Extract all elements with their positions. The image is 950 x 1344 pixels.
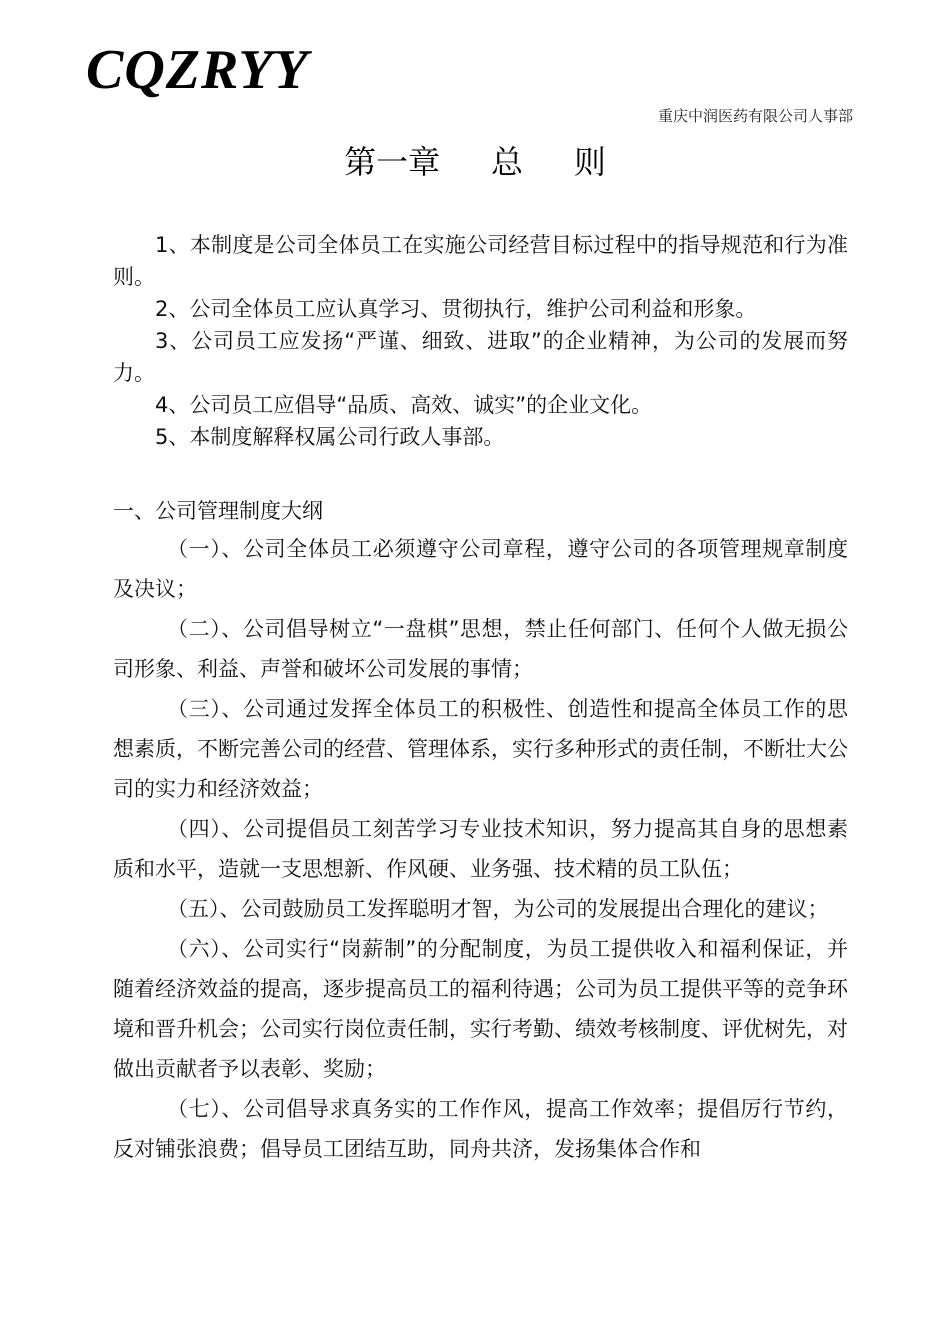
outline-clause: （六）、公司实行“岗薪制”的分配制度，为员工提供收入和福利保证，并随着经济效益的提高，逐步提高员工的福利待遇；公司为员工提供平等的竞争环境和晋升机会；公司实行岗位责任制，实行考勤、绩效考核制度、评优树先，对做出贡献者予以表彰、奖励；: [113, 937, 848, 1081]
outline-clause: （四）、公司提倡员工刻苦学习专业技术知识，努力提高其自身的思想素质和水平，造就一支思想新、作风硬、业务强、技术精的员工队伍；: [113, 817, 848, 881]
outline-clause: （三）、公司通过发挥全体员工的积极性、创造性和提高全体员工作的思想素质，不断完善公司的经营、管理体系，实行多种形式的责任制，不断壮大公司的实力和经济效益；: [113, 697, 848, 801]
intro-section: [113, 229, 848, 453]
management-outline-section: [113, 493, 848, 1169]
outline-clause: （七）、公司倡导求真务实的工作作风，提高工作效率；提倡厉行节约，反对铺张浪费；倡导员工团结互助，同舟共济，发扬集体合作和: [113, 1097, 848, 1161]
outline-clause: （五）、公司鼓励员工发挥聪明才智，为公司的发展提出合理化的建议；: [167, 897, 829, 921]
company-logo: CQZRYY: [86, 39, 309, 101]
intro-item: 1、本制度是公司全体员工在实施公司经营目标过程中的指导规范和行为准则。: [113, 233, 848, 289]
intro-item: 4、公司员工应倡导“品质、高效、诚实”的企业文化。: [155, 393, 653, 417]
chapter-title: 第一章 总 则: [344, 143, 606, 181]
outline-clause: （一）、公司全体员工必须遵守公司章程，遵守公司的各项管理规章制度及决议；: [113, 537, 848, 601]
intro-item: 5、本制度解释权属公司行政人事部。: [155, 425, 505, 449]
outline-clause: （二）、公司倡导树立“一盘棋”思想，禁止任何部门、任何个人做无损公司形象、利益、声誉和破坏公司发展的事情；: [113, 617, 848, 681]
intro-item: 3、公司员工应发扬“严谨、细致、进取”的企业精神，为公司的发展而努力。: [113, 329, 848, 385]
department-header: 重庆中润医药有限公司人事部: [657, 107, 853, 125]
section-heading: 一、公司管理制度大纲: [113, 499, 323, 523]
intro-item: 2、公司全体员工应认真学习、贯彻执行，维护公司利益和形象。: [155, 297, 757, 321]
